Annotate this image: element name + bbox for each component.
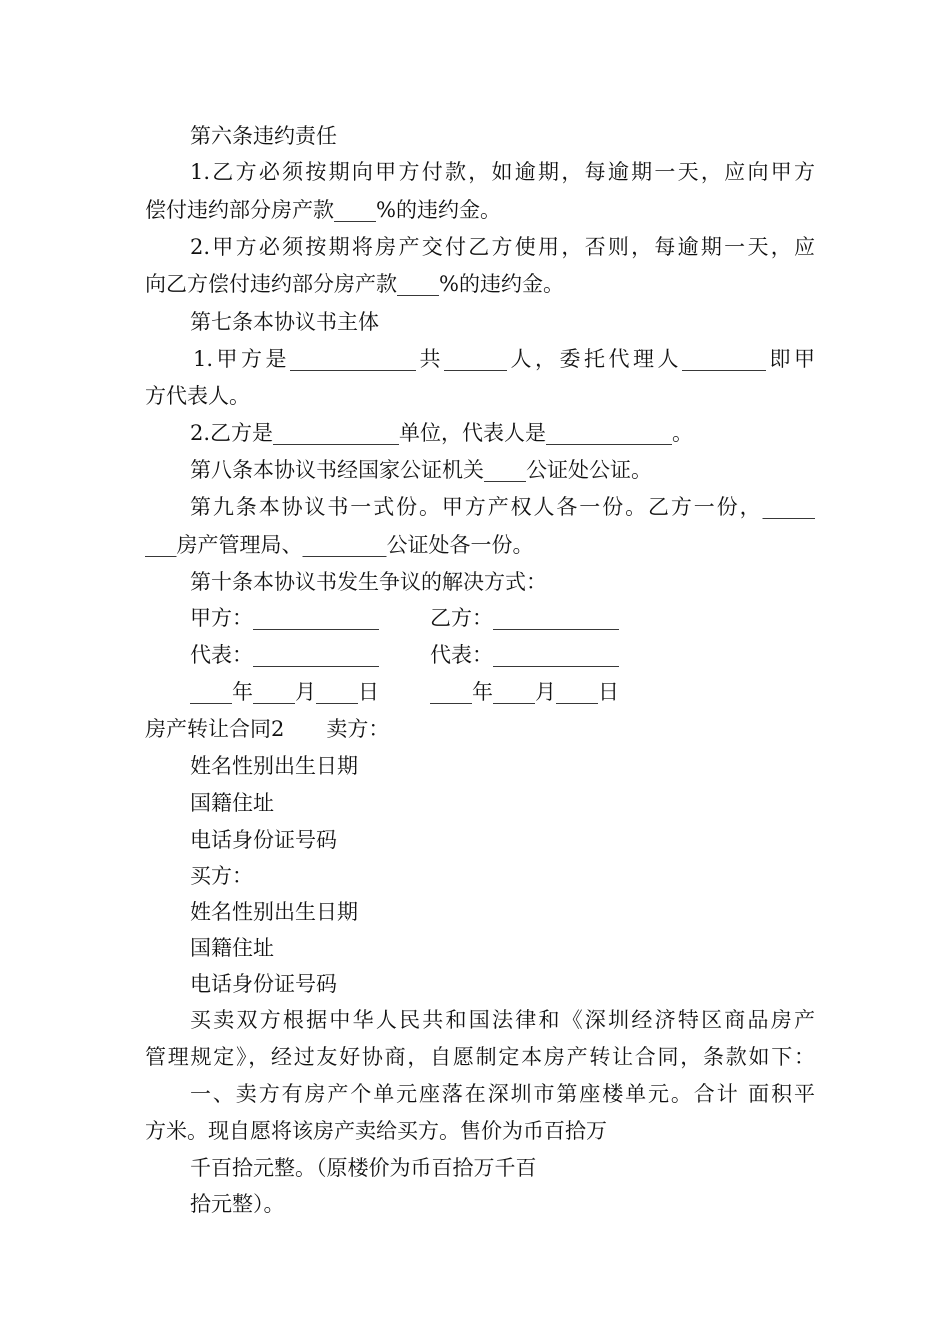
- buyer-field-line: 国籍住址: [190, 936, 274, 960]
- paragraph-line: 买卖双方根据中华人民共和国法律和《深圳经济特区商品房产: [190, 1008, 815, 1032]
- party-b-signature: 乙方：____________: [430, 606, 619, 630]
- paragraph-line: 方代表人。: [145, 384, 250, 408]
- date-a: ____年____月____日: [190, 680, 379, 704]
- paragraph-line: 方米。现自愿将该房产卖给买方。售价为币百拾万: [145, 1119, 607, 1143]
- paragraph-line: 偿付违约部分房产款____%的违约金。: [145, 198, 501, 222]
- paragraph-line: 2.甲方必须按期将房产交付乙方使用，否则，每逾期一天，应: [190, 235, 815, 259]
- paragraph-line: 向乙方偿付违约部分房产款____%的违约金。: [145, 272, 564, 296]
- date-b: ____年____月____日: [430, 680, 619, 704]
- paragraph-line: 一、卖方有房产个单元座落在深圳市第座楼单元。合计 面积平: [190, 1082, 815, 1106]
- seller-field-line: 姓名性别出生日期: [190, 754, 358, 778]
- seller-field-line: 国籍住址: [190, 791, 274, 815]
- article-10-line: 第十条本协议书发生争议的解决方式：: [190, 570, 547, 594]
- article-7-heading: 第七条本协议书主体: [190, 310, 379, 334]
- article-8-line: 第八条本协议书经国家公证机关____公证处公证。: [190, 458, 652, 482]
- representative-a-signature: 代表：____________: [190, 643, 379, 667]
- article-6-heading: 第六条违约责任: [190, 124, 337, 148]
- paragraph-line: 千百拾元整。（原楼价为币百拾万千百: [190, 1156, 537, 1180]
- representative-b-signature: 代表：____________: [430, 643, 619, 667]
- buyer-field-line: 姓名性别出生日期: [190, 900, 358, 924]
- seller-field-line: 电话身份证号码: [190, 828, 337, 852]
- paragraph-line: 1.乙方必须按期向甲方付款，如逾期，每逾期一天，应向甲方: [190, 160, 815, 184]
- paragraph-line: 拾元整）。: [190, 1192, 285, 1216]
- contract-2-title: 房产转让合同2 卖方：: [145, 717, 390, 741]
- buyer-field-line: 电话身份证号码: [190, 972, 337, 996]
- paragraph-line: ___房产管理局、________公证处各一份。: [145, 533, 534, 557]
- paragraph-line: 管理规定》，经过友好协商，自愿制定本房产转让合同，条款如下：: [145, 1045, 815, 1069]
- party-a-signature: 甲方：____________: [190, 606, 379, 630]
- paragraph-line: 1.甲方是____________共______人，委托代理人________即甲: [193, 347, 815, 371]
- buyer-label: 买方：: [190, 864, 253, 888]
- article-9-line: 第九条本协议书一式份。甲方产权人各一份。乙方一份，_____: [190, 495, 815, 519]
- paragraph-line: 2.乙方是____________单位，代表人是____________。: [190, 421, 694, 445]
